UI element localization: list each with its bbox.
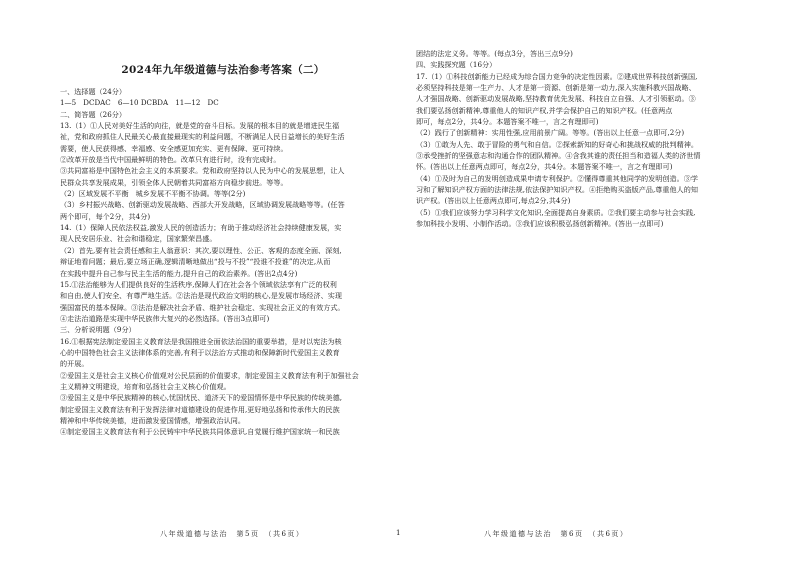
text-line: 心的中国特色社会主义法律体系的完善,有利于以法治方式推动和保障新时代爱国主义教育 — [60, 347, 340, 357]
text-line: 二、简答题（26分） — [60, 109, 126, 119]
right-page-body — [416, 48, 738, 230]
text-line: （3）乡村振兴战略、创新驱动发展战略、西部大开发战略，区域协调发展战略等等。(任答 — [60, 200, 345, 210]
text-line: 1—5 DCDAC 6—10 DCBDA 11—12 DC — [60, 98, 219, 108]
text-line: 强国富民的基本保障。③法治是解决社会矛盾、维护社会稳定、实现社会正义的有效方式。 — [60, 302, 345, 312]
text-line: 参加科技小发明、小制作活动。③我们应该积极弘扬创新精神。(答出一点即可) — [416, 219, 664, 229]
text-line: 民群众共享发展成果，引领全体人民朝着共同富裕方向稳步前进。等等。 — [60, 177, 288, 187]
text-line: 人才强国战略、创新驱动发展战略,坚持教育优先发展、科技自立自强、人才引领驱动。③ — [416, 94, 696, 104]
text-line: ④走法治道路是实现中华民族伟大复兴的必然选择。(答出3点即可) — [60, 313, 270, 323]
text-line: 团结的法定义务。等等。(每点3分，答出三点9分) — [416, 49, 573, 58]
text-line: 需要，使人民获得感、幸福感、安全感更加充实、更有保障、更可持续。 — [60, 143, 288, 153]
text-line: （2）首先,要有社会责任感和主人翁意识：其次,要以理性、公正、客观的态度全面、深刻, — [60, 245, 342, 255]
text-line: ③承受挫折的坚强意志和沟通合作的团队精神。④含我其谁的责任担当和造福人类的济世情 — [416, 151, 701, 161]
text-line: ②爱国主义是社会主义核心价值观对公民层面的价值要求，制定爱国主义教育法有利于加强社会 — [60, 370, 359, 380]
text-line: ③共同富裕是中国特色社会主义的本质要求。党和政府坚持以人民为中心的发展思想，让人 — [60, 166, 345, 176]
text-line: 15.①法治能够为人们提供良好的生活秩序,保障人们在社会各个领域依法享有广泛的权利 — [60, 279, 337, 289]
text-line: （4）①及时为自己的发明创造成果申请专利保护。②懂得尊重其他同学的发明创造。③学 — [416, 173, 698, 183]
text-line: （3）①敢为人先、敢于冒险的勇气和自信。②探索新知的好奇心和挑战权威的批判精神。 — [416, 139, 698, 149]
text-line: 现人民安居乐业、社会和谐稳定，国家繁荣昌盛。 — [60, 234, 217, 244]
text-line: ④制定爱国主义教育法有利于公民铸牢中华民族共同体意识,自觉履行维护国家统一和民族 — [60, 427, 340, 437]
text-line: （2）践行了创新精神：实用性强,应用前景广阔。等等。(答出以上任意一点即可,2分) — [416, 128, 685, 138]
text-line: 识产权。(答出以上任意两点即可,每点2分,共4分) — [416, 196, 571, 206]
text-line: 主义精神文明建设，培育和弘扬社会主义核心价值观。 — [60, 381, 231, 391]
text-line: 在实践中提升自己参与民主生活的能力,提升自己的政治素养。(答出2点4分) — [60, 268, 298, 278]
text-line: 精神和中华传统美德，进而激发爱国情感，增强政治认同。 — [60, 415, 245, 425]
text-line: 我们要弘扬创新精神,尊重他人的知识产权,并学会保护自己的知识产权。(任意两点 — [416, 105, 673, 115]
left-page-footer: 八年级道德与法治 第5页 （共6页） — [160, 530, 305, 538]
text-line: 制定爱国主义教育法有利于发挥法律对道德建设的促进作用,更好地弘扬和传承伟大的民族 — [60, 404, 340, 414]
text-line: 怀。(答出以上任意两点即可，每点2分，共4分。本题答案不唯一，言之有理即可) — [416, 162, 673, 172]
text-line: （2）区域发展不平衡 城乡发展不平衡不协调。等等(2分) — [60, 189, 246, 199]
text-line: 辩证地看问题；最后,要立场正确,逻辑清晰地做出“投与不投”“投谁不投谁”的决定,从而 — [60, 257, 331, 267]
text-line: 16.①根据宪法制定爱国主义教育法是我国推进全面依法治国的重要举措，是对以宪法为核 — [60, 336, 342, 346]
right-page-footer: 八年级道德与法治 第6页 （共6页） — [484, 530, 629, 538]
text-line: 一、选择题（24分） — [60, 87, 126, 96]
text-line: 17.（1）①科技创新能力已经成为综合国力竞争的决定性因素。②建成世界科技创新强国, — [416, 71, 698, 81]
text-line: ②改革开放是当代中国最鲜明的特色。改革只有进行时，没有完成时。 — [60, 155, 281, 165]
text-line: 即可，每点2分，共4分。本题答案不唯一，言之有理即可) — [416, 117, 599, 127]
text-line: 必须坚持科技是第一生产力、人才是第一资源、创新是第一动力,深入实施科教兴国战略、 — [416, 83, 696, 93]
left-page-body — [60, 86, 386, 438]
center-page-number: 1 — [396, 529, 401, 537]
text-line: 习和了解知识产权方面的法律法规,依法保护知识产权。④拒绝购买盗版产品,尊重他人的知 — [416, 185, 698, 195]
text-line: 三、分析说明题（9分） — [60, 325, 136, 335]
text-line: ③爱国主义是中华民族精神的核心,忧国忧民、道济天下的爱国情怀是中华民族的传统美德, — [60, 393, 342, 403]
text-line: 祉，党和政府抓住人民最关心最直接最现实的利益问题，不断满足人民日益增长的美好生活 — [60, 132, 345, 142]
text-line: 两个即可，每个2分，共4分) — [60, 211, 151, 221]
text-line: 和自由,使人们安全、有尊严地生活。②法治是现代政治文明的核心,是发展市场经济、实现 — [60, 291, 342, 301]
text-line: 的开展。 — [60, 359, 89, 369]
text-line: 14.（1）保障人民依法权益,激发人民的创造活力；有助于推动经济社会持续健康发展，实 — [60, 223, 342, 233]
text-line: 四、实践探究题（16分） — [416, 60, 497, 70]
text-line: （5）①我们应该努力学习科学文化知识,全面提高自身素质。②我们要主动参与社会实践, — [416, 207, 696, 217]
page-title: 2024年九年级道德与法治参考答案（二） — [121, 64, 325, 76]
text-line: 13.（1）①人民对美好生活的向往，就是党的奋斗目标。发展的根本目的就是增进民生福 — [60, 121, 340, 131]
